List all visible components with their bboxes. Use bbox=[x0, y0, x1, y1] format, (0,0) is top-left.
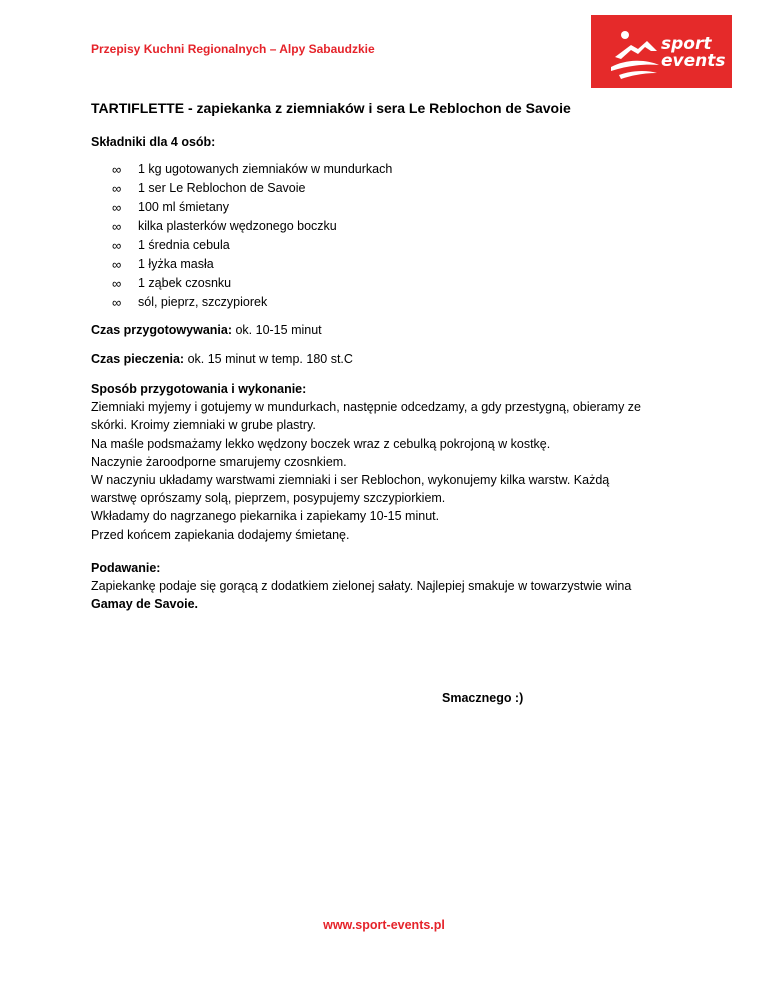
wine-name: Gamay de Savoie. bbox=[91, 597, 199, 612]
ingredients-heading: Składniki dla 4 osób: bbox=[91, 135, 216, 149]
method-line: Ziemniaki myjemy i gotujemy w mundurkach, następnie odcedzamy, a gdy przestygną, obieramy ze bbox=[91, 400, 642, 415]
list-item: ∞ 1 ser Le Reblochon de Savoie bbox=[112, 181, 306, 196]
footer-link[interactable]: www.sport-events.pl bbox=[323, 918, 445, 932]
list-item: ∞ sól, pieprz, szczypiorek bbox=[112, 295, 268, 310]
bullet-icon: ∞ bbox=[112, 181, 122, 196]
list-item: ∞ 1 łyżka masła bbox=[112, 257, 214, 272]
bullet-icon: ∞ bbox=[112, 238, 122, 253]
list-item: ∞ 1 średnia cebula bbox=[112, 238, 230, 253]
prep-time bbox=[91, 323, 322, 337]
logo-word-sport: sport bbox=[661, 34, 712, 54]
closing-text: Smacznego :) bbox=[442, 691, 524, 705]
method-line: Wkładamy do nagrzanego piekarnika i zapiekamy 10-15 minut. bbox=[91, 509, 440, 524]
ingredients-list bbox=[112, 160, 392, 312]
prep-time-value: ok. 10-15 minut bbox=[232, 323, 322, 337]
prep-time-label: Czas przygotowywania: bbox=[91, 323, 232, 337]
header-title: Przepisy Kuchni Regionalnych – Alpy Sabaudzkie bbox=[91, 42, 375, 56]
list-item: ∞ kilka plasterków wędzonego boczku bbox=[112, 219, 337, 234]
serving-line: Zapiekankę podaje się gorącą z dodatkiem zielonej sałaty. Najlepiej smakuje w towarzystwie wina bbox=[91, 579, 632, 594]
method-line: W naczyniu układamy warstwami ziemniaki i ser Reblochon, wykonujemy kilka warstw. Każdą bbox=[91, 473, 610, 488]
serving-heading: Podawanie: bbox=[91, 561, 161, 575]
recipe-title: TARTIFLETTE - zapiekanka z ziemniaków i sera Le Reblochon de Savoie bbox=[91, 100, 571, 116]
method-section bbox=[91, 380, 641, 544]
method-line: Naczynie żaroodporne smarujemy czosnkiem. bbox=[91, 454, 347, 469]
bullet-icon: ∞ bbox=[112, 257, 122, 272]
serving-section bbox=[91, 559, 631, 614]
logo-word-events: events bbox=[661, 51, 726, 71]
list-item: ∞ 1 ząbek czosnku bbox=[112, 276, 232, 291]
bake-time bbox=[91, 352, 353, 366]
method-line: skórki. Kroimy ziemniaki w grube plastry. bbox=[91, 418, 316, 433]
bullet-icon: ∞ bbox=[112, 295, 122, 310]
method-line: warstwę oprószamy solą, pieprzem, posypujemy szczypiorkiem. bbox=[91, 491, 446, 506]
method-line: Na maśle podsmażamy lekko wędzony boczek wraz z cebulką pokrojoną w kostkę. bbox=[91, 436, 551, 451]
method-line: Przed końcem zapiekania dodajemy śmietanę. bbox=[91, 527, 350, 542]
bullet-icon: ∞ bbox=[112, 162, 122, 177]
bake-time-label: Czas pieczenia: bbox=[91, 352, 185, 366]
bullet-icon: ∞ bbox=[112, 219, 122, 234]
list-item: ∞ 1 kg ugotowanych ziemniaków w mundurkach bbox=[112, 162, 393, 177]
bake-time-value: ok. 15 minut w temp. 180 st.C bbox=[184, 352, 353, 366]
bullet-icon: ∞ bbox=[112, 200, 122, 215]
bullet-icon: ∞ bbox=[112, 276, 122, 291]
list-item: ∞ 100 ml śmietany bbox=[112, 200, 230, 215]
sport-events-logo bbox=[591, 15, 732, 88]
method-heading: Sposób przygotowania i wykonanie: bbox=[91, 382, 307, 396]
